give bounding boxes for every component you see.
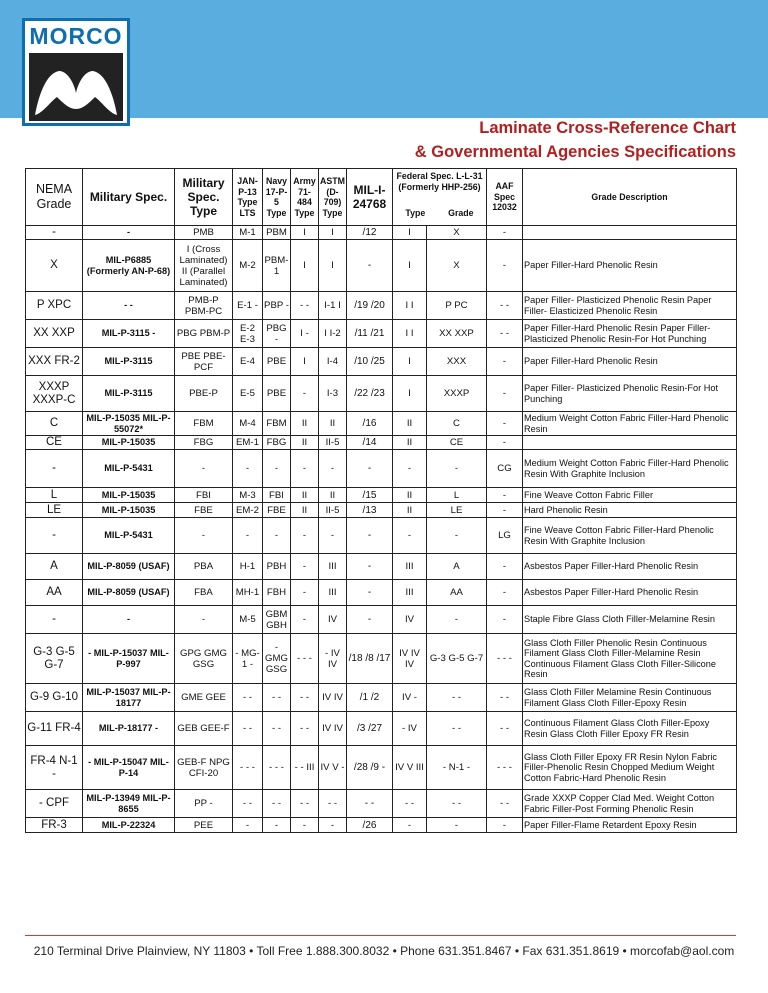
- logo-text: MORCO: [29, 23, 123, 49]
- morco-logo: [22, 18, 130, 126]
- cell-jan-type: -: [233, 518, 263, 554]
- cell-military-spec-type: GEB-F NPG CFI-20: [175, 746, 233, 790]
- cell-federal-grade: - -: [427, 790, 487, 818]
- cell-federal-grade: -: [427, 818, 487, 833]
- cell-jan-type: E-4: [233, 348, 263, 376]
- cell-aaf-spec: -: [487, 606, 523, 634]
- cell-jan-type: MH-1: [233, 580, 263, 606]
- cell-army-type: I -: [291, 320, 319, 348]
- table-row: [26, 746, 737, 790]
- cell-aaf-spec: -: [487, 554, 523, 580]
- cell-aaf-spec: - - -: [487, 746, 523, 790]
- cell-military-spec: MIL-P-8059 (USAF): [83, 580, 175, 606]
- cell-grade-description: Staple Fibre Glass Cloth Filler-Melamine Resin: [523, 606, 737, 634]
- cell-navy-type: PBP -: [263, 292, 291, 320]
- header-federal-spec: [393, 169, 487, 226]
- cell-federal-type: I I: [393, 320, 427, 348]
- cell-federal-type: I: [393, 348, 427, 376]
- cell-grade-description: Paper Filler-Hard Phenolic Resin: [523, 348, 737, 376]
- cell-navy-type: FBI: [263, 488, 291, 503]
- cell-army-type: - -: [291, 790, 319, 818]
- table-row: [26, 348, 737, 376]
- cell-grade-description: Fine Weave Cotton Fabric Filler: [523, 488, 737, 503]
- cell-federal-type: IV: [393, 606, 427, 634]
- cell-navy-type: FBE: [263, 503, 291, 518]
- cell-navy-type: - GMG GSG: [263, 634, 291, 684]
- cell-federal-grade: CE: [427, 436, 487, 450]
- cell-federal-grade: X: [427, 226, 487, 240]
- cell-navy-type: GBM GBH: [263, 606, 291, 634]
- table-row: [26, 488, 737, 503]
- cell-army-type: I: [291, 226, 319, 240]
- cell-astm-type: -: [319, 518, 347, 554]
- cell-aaf-spec: -: [487, 226, 523, 240]
- cell-military-spec-type: FBA: [175, 580, 233, 606]
- header-military-spec: Military Spec.: [83, 169, 175, 226]
- cell-navy-type: - -: [263, 712, 291, 746]
- header-nema: NEMA Grade: [26, 169, 83, 226]
- cell-military-spec-type: PBG PBM-P: [175, 320, 233, 348]
- table-row: [26, 790, 737, 818]
- cell-federal-grade: C: [427, 412, 487, 436]
- cell-aaf-spec: -: [487, 376, 523, 412]
- cell-jan-type: M-4: [233, 412, 263, 436]
- cell-jan-type: M-5: [233, 606, 263, 634]
- cell-aaf-spec: -: [487, 818, 523, 833]
- cell-military-spec: MIL-P-3115: [83, 376, 175, 412]
- cell-mil-24768: /15: [347, 488, 393, 503]
- cell-navy-type: -: [263, 818, 291, 833]
- cell-astm-type: I-4: [319, 348, 347, 376]
- cell-military-spec: MIL-P-18177 -: [83, 712, 175, 746]
- cell-army-type: - -: [291, 292, 319, 320]
- cell-navy-type: FBG: [263, 436, 291, 450]
- cell-astm-type: I: [319, 226, 347, 240]
- cell-grade-description: Hard Phenolic Resin: [523, 503, 737, 518]
- cell-federal-grade: A: [427, 554, 487, 580]
- cell-military-spec: MIL-P-15037 MIL-P-18177: [83, 684, 175, 712]
- cell-grade-description: Medium Weight Cotton Fabric Filler-Hard Phenolic Resin With Graphite Inclusion: [523, 450, 737, 488]
- cell-navy-type: PBE: [263, 348, 291, 376]
- cell-federal-type: -: [393, 818, 427, 833]
- cell-army-type: -: [291, 518, 319, 554]
- cell-mil-24768: /10 /25: [347, 348, 393, 376]
- cell-mil-24768: /14: [347, 436, 393, 450]
- footer-contact: 210 Terminal Drive Plainview, NY 11803 • Toll Free 1.888.300.8032 • Phone 631.351.8467 • Fax 631.351.8619 • morcofab@aol.com: [33, 944, 735, 958]
- cell-astm-type: I-3: [319, 376, 347, 412]
- cell-nema-grade: X: [26, 240, 83, 292]
- cell-aaf-spec: -: [487, 580, 523, 606]
- cell-grade-description: Asbestos Paper Filler-Hard Phenolic Resin: [523, 580, 737, 606]
- cell-navy-type: PBE: [263, 376, 291, 412]
- header-jan: JAN-P-13 Type LTS: [233, 169, 263, 226]
- cell-grade-description: Continuous Filament Glass Cloth Filler-Epoxy Resin Glass Cloth Filler Epoxy FR Resin: [523, 712, 737, 746]
- cell-military-spec: - MIL-P-15047 MIL-P-14: [83, 746, 175, 790]
- cell-nema-grade: G-3 G-5 G-7: [26, 634, 83, 684]
- cell-military-spec: MIL-P-15035: [83, 436, 175, 450]
- cell-nema-grade: -: [26, 226, 83, 240]
- cell-mil-24768: -: [347, 240, 393, 292]
- cell-military-spec-type: GME GEE: [175, 684, 233, 712]
- cell-federal-type: - -: [393, 790, 427, 818]
- cell-army-type: -: [291, 606, 319, 634]
- cell-navy-type: PBG -: [263, 320, 291, 348]
- cell-military-spec-type: PEE: [175, 818, 233, 833]
- cell-military-spec: MIL-P-5431: [83, 450, 175, 488]
- cell-aaf-spec: - - -: [487, 634, 523, 684]
- cell-mil-24768: -: [347, 580, 393, 606]
- cell-astm-type: III: [319, 554, 347, 580]
- cell-mil-24768: -: [347, 450, 393, 488]
- cell-grade-description: Glass Cloth Filler Phenolic Resin Continuous Filament Glass Cloth Filler-Melamine Resin Continuous Filament Glass Cloth Filler-Silicone Resin: [523, 634, 737, 684]
- cell-astm-type: IV: [319, 606, 347, 634]
- cell-astm-type: IV V -: [319, 746, 347, 790]
- cell-grade-description: Paper Filler- Plasticized Phenolic Resin Paper Filler- Elasticized Phenolic Resin: [523, 292, 737, 320]
- cell-aaf-spec: - -: [487, 712, 523, 746]
- cell-nema-grade: C: [26, 412, 83, 436]
- header-fed-type: Type: [405, 208, 426, 218]
- cell-federal-type: IV -: [393, 684, 427, 712]
- cell-federal-type: III: [393, 554, 427, 580]
- cell-federal-grade: P PC: [427, 292, 487, 320]
- cell-mil-24768: /13: [347, 503, 393, 518]
- cell-military-spec: MIL-P6885 (Formerly AN-P-68): [83, 240, 175, 292]
- cell-mil-24768: /3 /27: [347, 712, 393, 746]
- cell-aaf-spec: -: [487, 348, 523, 376]
- cell-federal-grade: XXX: [427, 348, 487, 376]
- cell-military-spec-type: -: [175, 518, 233, 554]
- cell-military-spec: MIL-P-15035: [83, 488, 175, 503]
- cell-military-spec-type: -: [175, 450, 233, 488]
- cell-military-spec: MIL-P-13949 MIL-P-8655: [83, 790, 175, 818]
- cell-jan-type: H-1: [233, 554, 263, 580]
- table-row: [26, 518, 737, 554]
- cell-jan-type: E-2 E-3: [233, 320, 263, 348]
- cell-grade-description: Paper Filler-Hard Phenolic Resin Paper Filler- Plasticized Phenolic Resin-For Hot Punching: [523, 320, 737, 348]
- cell-federal-type: -: [393, 518, 427, 554]
- title-line-1: Laminate Cross-Reference Chart: [479, 119, 736, 137]
- cell-mil-24768: /1 /2: [347, 684, 393, 712]
- cell-grade-description: Medium Weight Cotton Fabric Filler-Hard Phenolic Resin: [523, 412, 737, 436]
- cell-astm-type: I: [319, 240, 347, 292]
- cell-federal-grade: AA: [427, 580, 487, 606]
- cell-astm-type: I I-2: [319, 320, 347, 348]
- cell-mil-24768: -: [347, 606, 393, 634]
- cell-astm-type: -: [319, 450, 347, 488]
- table-row: [26, 554, 737, 580]
- cell-jan-type: -: [233, 450, 263, 488]
- table-row: [26, 684, 737, 712]
- table-row: [26, 240, 737, 292]
- cell-military-spec-type: PBA: [175, 554, 233, 580]
- cell-jan-type: - -: [233, 712, 263, 746]
- cell-military-spec-type: PBE-P: [175, 376, 233, 412]
- cell-grade-description: Paper Filler-Hard Phenolic Resin: [523, 240, 737, 292]
- cell-army-type: -: [291, 580, 319, 606]
- cell-grade-description: Fine Weave Cotton Fabric Filler-Hard Phenolic Resin With Graphite Inclusion: [523, 518, 737, 554]
- cell-army-type: II: [291, 412, 319, 436]
- cell-astm-type: - -: [319, 790, 347, 818]
- table-row: [26, 436, 737, 450]
- cell-jan-type: - -: [233, 790, 263, 818]
- cell-nema-grade: LE: [26, 503, 83, 518]
- header-military-spec-type: Military Spec. Type: [175, 169, 233, 226]
- cell-navy-type: -: [263, 518, 291, 554]
- cell-aaf-spec: -: [487, 488, 523, 503]
- cell-nema-grade: XX XXP: [26, 320, 83, 348]
- table-row: [26, 580, 737, 606]
- cell-navy-type: PBM-1: [263, 240, 291, 292]
- cell-astm-type: IV IV: [319, 684, 347, 712]
- cell-federal-type: IV V III: [393, 746, 427, 790]
- cell-military-spec: MIL-P-15035 MIL-P-55072*: [83, 412, 175, 436]
- cell-jan-type: - -: [233, 684, 263, 712]
- cell-jan-type: M-3: [233, 488, 263, 503]
- table-row: [26, 712, 737, 746]
- cell-grade-description: Glass Cloth Filler Epoxy FR Resin Nylon Fabric Filler-Phenolic Resin Chopped Medium Weight Cotton Fabric-Hard Phenolic Resin: [523, 746, 737, 790]
- cell-federal-grade: XX XXP: [427, 320, 487, 348]
- table-row: [26, 634, 737, 684]
- cell-federal-grade: -: [427, 450, 487, 488]
- table-row: [26, 503, 737, 518]
- cell-federal-type: I: [393, 376, 427, 412]
- cell-grade-description: Paper Filler- Plasticized Phenolic Resin-For Hot Punching: [523, 376, 737, 412]
- cell-grade-description: [523, 226, 737, 240]
- cell-army-type: I: [291, 240, 319, 292]
- cell-aaf-spec: -: [487, 503, 523, 518]
- cell-nema-grade: FR-3: [26, 818, 83, 833]
- cell-grade-description: [523, 436, 737, 450]
- cell-mil-24768: /28 /9 -: [347, 746, 393, 790]
- table-header-row: [26, 169, 737, 226]
- cell-navy-type: - - -: [263, 746, 291, 790]
- table-row: [26, 376, 737, 412]
- cell-federal-type: III: [393, 580, 427, 606]
- header-navy: Navy 17-P-5 Type: [263, 169, 291, 226]
- cell-military-spec-type: PP -: [175, 790, 233, 818]
- cell-federal-type: II: [393, 488, 427, 503]
- cell-military-spec-type: I (Cross Laminated) II (Parallel Laminated): [175, 240, 233, 292]
- table-row: [26, 818, 737, 833]
- cell-mil-24768: /18 /8 /17: [347, 634, 393, 684]
- cell-nema-grade: G-9 G-10: [26, 684, 83, 712]
- cell-federal-grade: XXXP: [427, 376, 487, 412]
- header-fed-grade: Grade: [448, 208, 474, 218]
- logo-mark-icon: [29, 53, 123, 121]
- cell-mil-24768: /16: [347, 412, 393, 436]
- cell-jan-type: -: [233, 818, 263, 833]
- cell-federal-grade: -: [427, 518, 487, 554]
- cell-mil-24768: /12: [347, 226, 393, 240]
- cell-nema-grade: - CPF: [26, 790, 83, 818]
- cell-nema-grade: FR-4 N-1 -: [26, 746, 83, 790]
- footer-divider: [25, 935, 736, 936]
- cell-military-spec-type: -: [175, 606, 233, 634]
- cell-federal-type: I: [393, 226, 427, 240]
- cell-army-type: - -: [291, 684, 319, 712]
- cell-federal-type: -: [393, 450, 427, 488]
- cell-nema-grade: -: [26, 518, 83, 554]
- cell-jan-type: - - -: [233, 746, 263, 790]
- cell-astm-type: II-5: [319, 436, 347, 450]
- cell-army-type: -: [291, 450, 319, 488]
- cell-military-spec: MIL-P-8059 (USAF): [83, 554, 175, 580]
- cell-federal-grade: - -: [427, 684, 487, 712]
- cell-jan-type: EM-2: [233, 503, 263, 518]
- cell-federal-grade: - N-1 -: [427, 746, 487, 790]
- cell-military-spec: MIL-P-5431: [83, 518, 175, 554]
- cell-federal-type: II: [393, 436, 427, 450]
- cell-military-spec-type: GEB GEE-F: [175, 712, 233, 746]
- cell-astm-type: II-5: [319, 503, 347, 518]
- cell-navy-type: FBH: [263, 580, 291, 606]
- cell-military-spec-type: FBG: [175, 436, 233, 450]
- cell-federal-grade: X: [427, 240, 487, 292]
- cell-army-type: II: [291, 503, 319, 518]
- cell-mil-24768: /26: [347, 818, 393, 833]
- cell-nema-grade: XXXP XXXP-C: [26, 376, 83, 412]
- cross-reference-table: [25, 168, 737, 833]
- cell-federal-grade: L: [427, 488, 487, 503]
- cell-federal-grade: LE: [427, 503, 487, 518]
- cell-nema-grade: CE: [26, 436, 83, 450]
- cell-aaf-spec: LG: [487, 518, 523, 554]
- cell-jan-type: E-5: [233, 376, 263, 412]
- cell-military-spec-type: PBE PBE-PCF: [175, 348, 233, 376]
- table-row: [26, 412, 737, 436]
- cell-aaf-spec: -: [487, 240, 523, 292]
- cell-jan-type: M-2: [233, 240, 263, 292]
- cell-navy-type: PBM: [263, 226, 291, 240]
- cell-grade-description: Glass Cloth Filler Melamine Resin Continuous Filament Glass Cloth Filler-Epoxy Resin: [523, 684, 737, 712]
- cell-navy-type: -: [263, 450, 291, 488]
- cell-military-spec: -: [83, 226, 175, 240]
- header-grade-description: Grade Description: [523, 169, 737, 226]
- cell-mil-24768: - -: [347, 790, 393, 818]
- cell-nema-grade: -: [26, 606, 83, 634]
- cell-military-spec: MIL-P-3115: [83, 348, 175, 376]
- cell-jan-type: E-1 -: [233, 292, 263, 320]
- cell-aaf-spec: -: [487, 412, 523, 436]
- cell-federal-type: II: [393, 503, 427, 518]
- cell-aaf-spec: CG: [487, 450, 523, 488]
- cell-aaf-spec: - -: [487, 790, 523, 818]
- cell-army-type: - -: [291, 712, 319, 746]
- cell-nema-grade: XXX FR-2: [26, 348, 83, 376]
- cell-grade-description: Grade XXXP Copper Clad Med. Weight Cotton Fabric Filler-Post Forming Phenolic Resin: [523, 790, 737, 818]
- cell-nema-grade: AA: [26, 580, 83, 606]
- table-row: [26, 320, 737, 348]
- cell-federal-type: I: [393, 240, 427, 292]
- cell-military-spec-type: FBM: [175, 412, 233, 436]
- cell-military-spec: -: [83, 606, 175, 634]
- federal-spec-title: Federal Spec. L-L-31 (Formerly HHP-256): [396, 171, 483, 192]
- table-row: [26, 606, 737, 634]
- cell-military-spec: MIL-P-15035: [83, 503, 175, 518]
- cell-aaf-spec: -: [487, 436, 523, 450]
- cell-nema-grade: P XPC: [26, 292, 83, 320]
- header-aaf: AAF Spec 12032: [487, 169, 523, 226]
- cell-federal-type: II: [393, 412, 427, 436]
- cell-military-spec: - -: [83, 292, 175, 320]
- cell-army-type: I: [291, 348, 319, 376]
- header-astm: ASTM (D-709) Type: [319, 169, 347, 226]
- cell-astm-type: -: [319, 818, 347, 833]
- cell-jan-type: - MG-1 -: [233, 634, 263, 684]
- table-row: [26, 292, 737, 320]
- cell-military-spec: MIL-P-3115 -: [83, 320, 175, 348]
- cell-navy-type: - -: [263, 790, 291, 818]
- cell-army-type: II: [291, 488, 319, 503]
- header-army: Army 71-484 Type: [291, 169, 319, 226]
- table-row: [26, 450, 737, 488]
- cell-astm-type: - IV IV: [319, 634, 347, 684]
- cell-navy-type: FBM: [263, 412, 291, 436]
- cell-astm-type: I-1 I: [319, 292, 347, 320]
- cell-military-spec: MIL-P-22324: [83, 818, 175, 833]
- cell-aaf-spec: - -: [487, 292, 523, 320]
- cell-military-spec-type: FBE: [175, 503, 233, 518]
- cell-mil-24768: /11 /21: [347, 320, 393, 348]
- cell-army-type: - - -: [291, 634, 319, 684]
- header-mil-24768: MIL-I-24768: [347, 169, 393, 226]
- cell-army-type: - - III: [291, 746, 319, 790]
- cell-federal-grade: G-3 G-5 G-7: [427, 634, 487, 684]
- cell-mil-24768: /22 /23: [347, 376, 393, 412]
- table-row: [26, 226, 737, 240]
- page-title: [415, 116, 736, 164]
- cell-federal-type: I I: [393, 292, 427, 320]
- cell-jan-type: EM-1: [233, 436, 263, 450]
- cell-military-spec-type: PMB: [175, 226, 233, 240]
- cell-military-spec-type: GPG GMG GSG: [175, 634, 233, 684]
- cell-federal-grade: -: [427, 606, 487, 634]
- cell-grade-description: Asbestos Paper Filler-Hard Phenolic Resin: [523, 554, 737, 580]
- cell-military-spec-type: PMB-P PBM-PC: [175, 292, 233, 320]
- cell-federal-type: - IV: [393, 712, 427, 746]
- cell-army-type: -: [291, 818, 319, 833]
- cell-military-spec-type: FBI: [175, 488, 233, 503]
- cell-mil-24768: /19 /20: [347, 292, 393, 320]
- cell-army-type: -: [291, 376, 319, 412]
- cell-jan-type: M-1: [233, 226, 263, 240]
- cell-navy-type: - -: [263, 684, 291, 712]
- cell-nema-grade: A: [26, 554, 83, 580]
- cell-mil-24768: -: [347, 554, 393, 580]
- cell-aaf-spec: - -: [487, 684, 523, 712]
- title-line-2: & Governmental Agencies Specifications: [414, 143, 736, 161]
- cell-nema-grade: -: [26, 450, 83, 488]
- cell-army-type: II: [291, 436, 319, 450]
- cell-federal-type: IV IV IV: [393, 634, 427, 684]
- cell-military-spec: - MIL-P-15037 MIL-P-997: [83, 634, 175, 684]
- cell-army-type: -: [291, 554, 319, 580]
- cell-astm-type: II: [319, 488, 347, 503]
- cell-astm-type: IV IV: [319, 712, 347, 746]
- cell-navy-type: PBH: [263, 554, 291, 580]
- cell-grade-description: Paper Filler-Flame Retardent Epoxy Resin: [523, 818, 737, 833]
- cell-aaf-spec: - -: [487, 320, 523, 348]
- cell-astm-type: II: [319, 412, 347, 436]
- cell-nema-grade: G-11 FR-4: [26, 712, 83, 746]
- cell-mil-24768: -: [347, 518, 393, 554]
- cell-federal-grade: - -: [427, 712, 487, 746]
- cell-nema-grade: L: [26, 488, 83, 503]
- cell-astm-type: III: [319, 580, 347, 606]
